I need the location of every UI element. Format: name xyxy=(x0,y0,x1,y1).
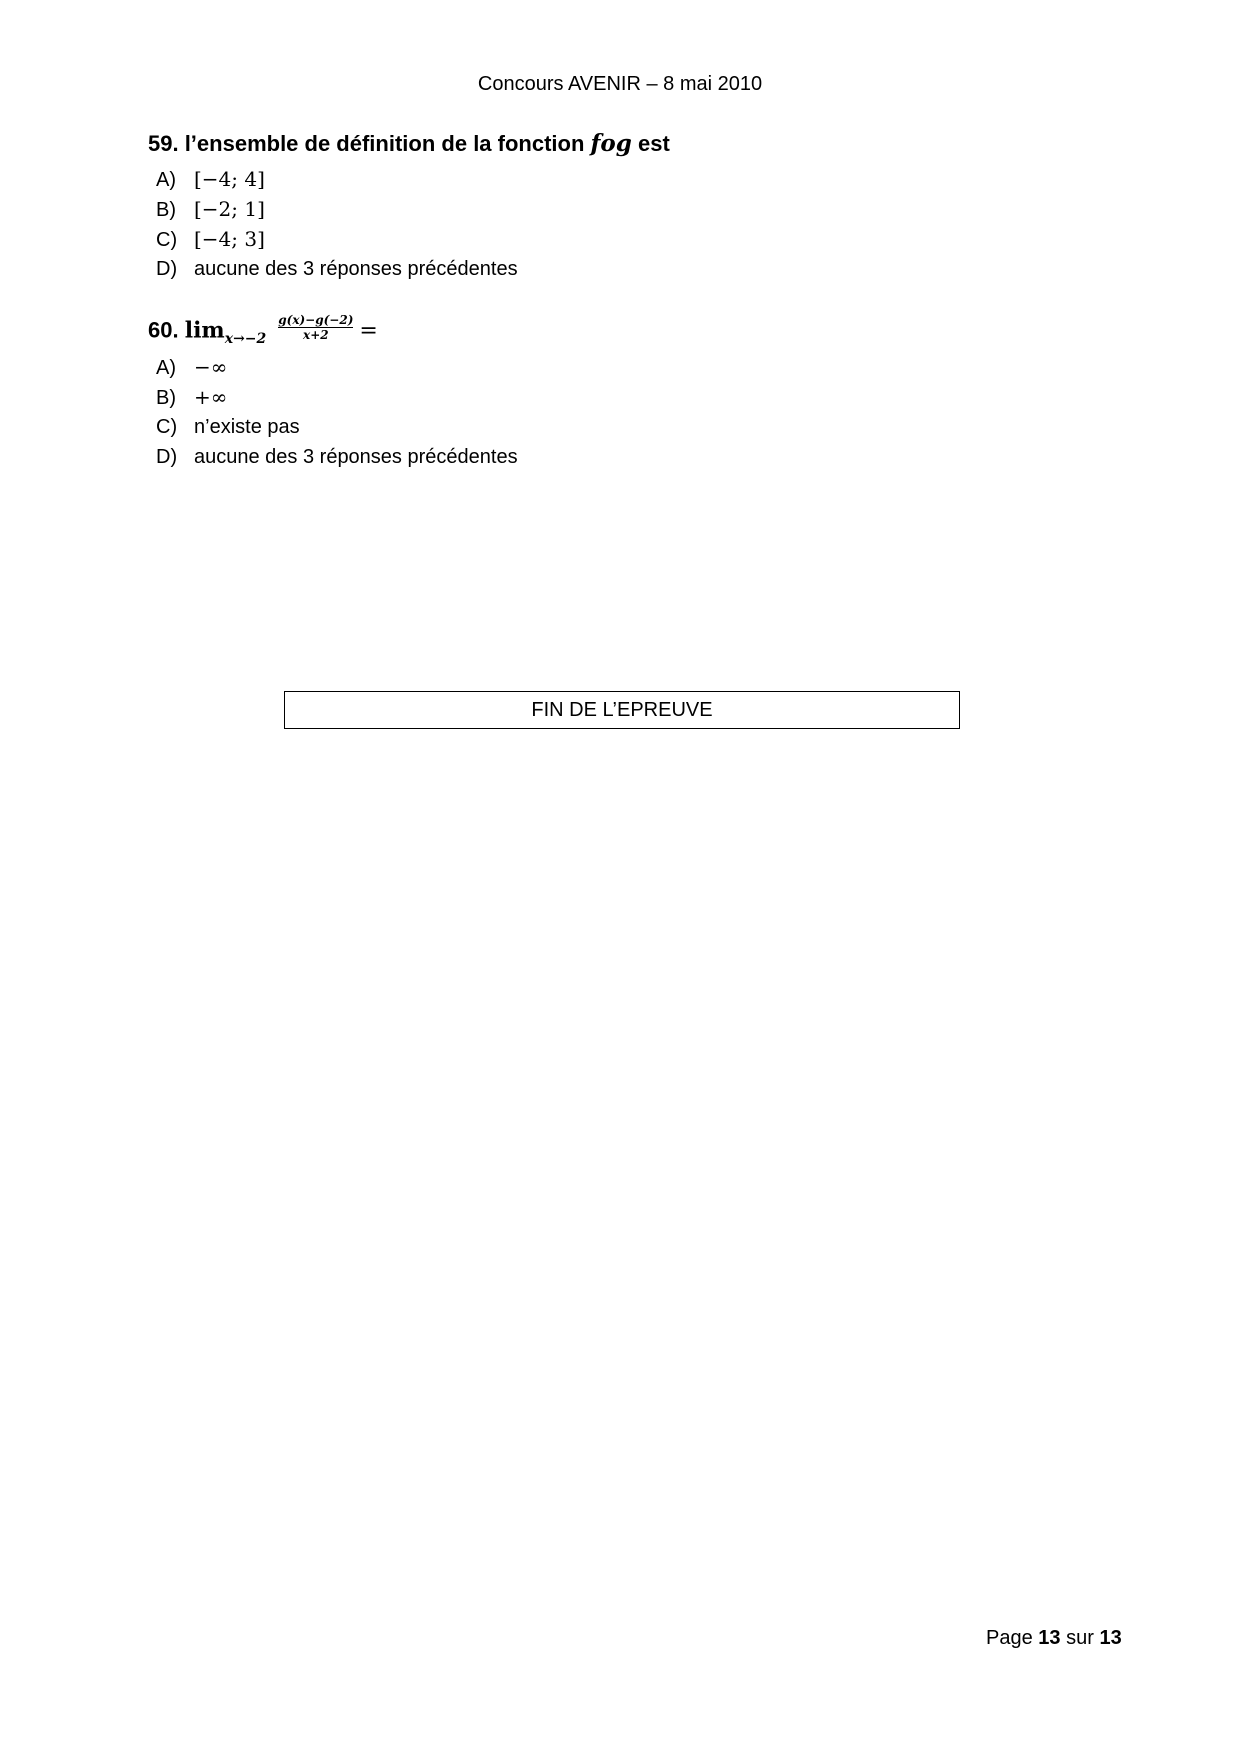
option-text: [−4; 3] xyxy=(194,227,265,251)
footer-middle: sur xyxy=(1066,1627,1094,1649)
option-text: +∞ xyxy=(194,385,228,409)
page-footer xyxy=(986,1627,1122,1650)
option-59-d xyxy=(156,254,518,284)
option-letter: A) xyxy=(156,169,176,191)
limit-fraction xyxy=(278,313,353,342)
footer-current-page: 13 xyxy=(1038,1627,1061,1649)
option-60-c xyxy=(156,412,518,442)
option-60-b xyxy=(156,382,518,412)
option-60-a xyxy=(156,352,518,382)
fraction-numerator: g(x)−g(−2) xyxy=(278,313,354,327)
question-59-options xyxy=(156,164,518,284)
option-59-c xyxy=(156,224,518,254)
option-text: −∞ xyxy=(194,355,228,379)
footer-prefix: Page xyxy=(986,1627,1033,1649)
question-59-tail: est xyxy=(637,131,670,156)
option-letter: B) xyxy=(156,387,176,409)
fraction-denominator: x+2 xyxy=(303,328,329,342)
question-60-options xyxy=(156,352,518,472)
option-text: aucune des 3 réponses précédentes xyxy=(194,446,518,468)
page-header: Concours AVENIR – 8 mai 2010 xyxy=(477,73,763,95)
option-letter: A) xyxy=(156,357,176,379)
limit-subscript: x→−2 xyxy=(224,331,267,348)
question-60 xyxy=(148,313,378,348)
question-60-number: 60. xyxy=(148,317,179,343)
question-59 xyxy=(148,130,670,157)
option-text: [−2; 1] xyxy=(194,197,265,221)
question-59-text: 59. l’ensemble de définition de la fonction xyxy=(148,131,585,156)
option-text: [−4; 4] xyxy=(194,167,265,191)
option-text: aucune des 3 réponses précédentes xyxy=(194,258,518,280)
option-letter: B) xyxy=(156,199,176,221)
option-letter: C) xyxy=(156,416,178,438)
limit-operator: lim xyxy=(184,317,225,344)
footer-total-pages: 13 xyxy=(1099,1627,1122,1649)
option-60-d xyxy=(156,442,518,472)
question-59-math: fog xyxy=(590,130,632,157)
option-letter: C) xyxy=(156,229,178,251)
option-text: n’existe pas xyxy=(194,416,300,438)
option-59-a xyxy=(156,164,518,194)
option-letter: D) xyxy=(156,258,178,280)
option-59-b xyxy=(156,194,518,224)
end-of-exam-box: FIN DE L’EPREUVE xyxy=(284,691,960,729)
option-letter: D) xyxy=(156,446,178,468)
equals-sign: = xyxy=(359,318,378,344)
